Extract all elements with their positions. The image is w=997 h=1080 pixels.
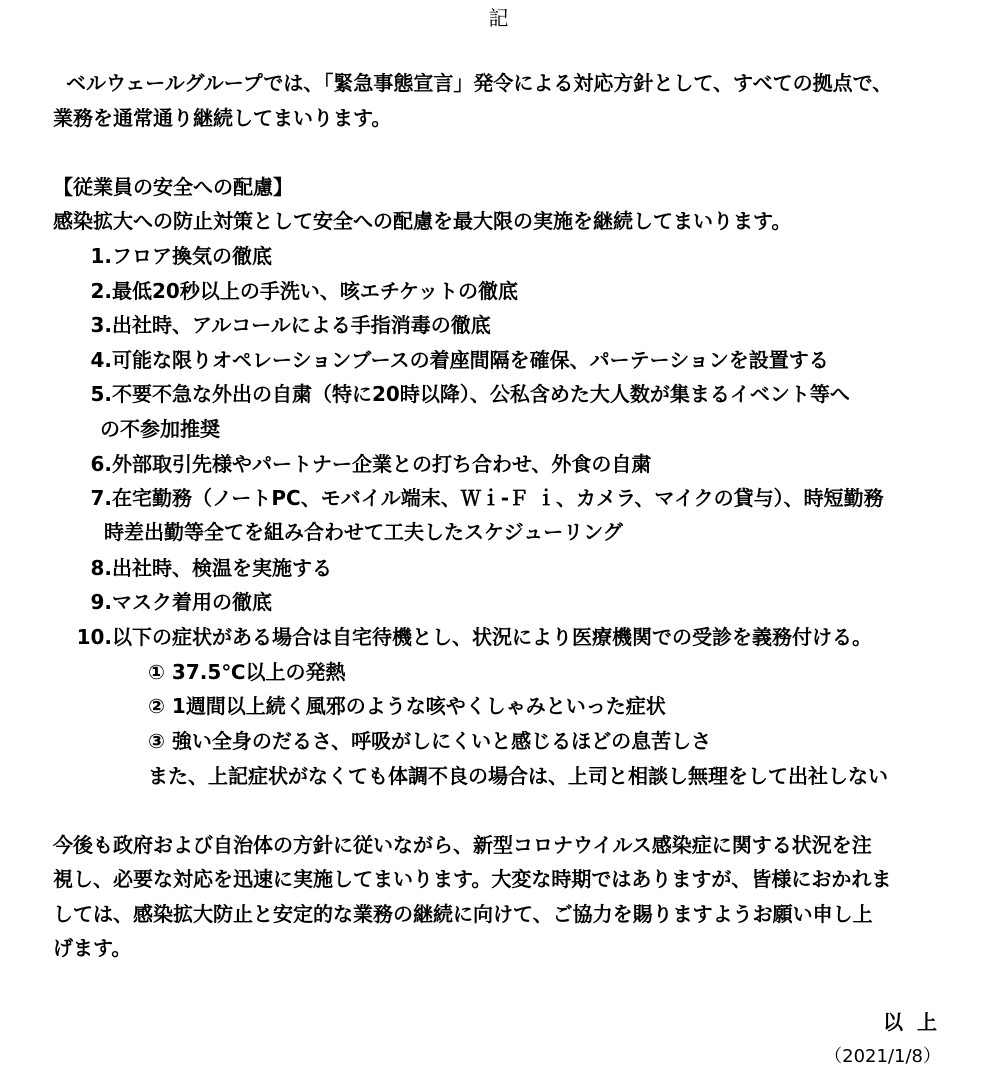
symptom-item-3: ③ 強い全身のだるさ、呼吸がしにくいと感じるほどの息苦しさ [148,729,712,753]
list-item-number: 6. [90,452,112,476]
list-item-9 [72,589,272,615]
list-item-text: 外部取引先様やパートナー企業との打ち合わせ、外食の自粛 [112,452,652,476]
list-item-6 [72,451,651,477]
conclusion-line-1: 今後も政府および自治体の方針に従いながら、新型コロナウイルス感染症に関する状況を注 [53,833,872,857]
list-item-number: 10. [76,625,112,649]
conclusion-line-4: げます。 [53,936,132,960]
closing-ijou: 以上 [883,1010,951,1034]
list-item-2 [72,278,518,304]
intro-line-2: 業務を通常通り継続してまいります。 [53,106,392,130]
list-item-number: 7. [90,486,112,510]
list-item-text: 在宅勤務（ノートPC、モバイル端末、Ｗｉ-Ｆ ｉ、カメラ、マイクの貸与）、時短勤務 [112,486,884,510]
list-item-text: 最低20秒以上の手洗い、咳エチケットの徹底 [112,279,519,303]
list-item-number: 8. [90,556,112,580]
list-item-number: 2. [90,279,112,303]
symptoms-note: また、上記症状がなくても体調不良の場合は、上司と相談し無理をして出社しない [148,764,888,788]
list-item-10 [72,624,872,650]
list-item-number: 1. [90,244,112,268]
list-item-text: 出社時、検温を実施する [112,556,332,580]
list-item-5-continuation: の不参加推奨 [100,417,220,441]
symptom-item-2: ② 1週間以上続く風邪のような咳やくしゃみといった症状 [148,694,666,718]
symptom-item-1: ① 37.5℃以上の発熱 [148,660,346,684]
list-item-1 [72,243,272,269]
list-item-text: 以下の症状がある場合は自宅待機とし、状況により医療機関での受診を義務付ける。 [112,625,872,649]
list-item-8 [72,555,332,581]
list-item-text: マスク着用の徹底 [112,590,272,614]
list-item-number: 4. [90,348,112,372]
section-heading-ki: 記 [488,6,509,30]
intro-line-1: ベルウェールグループでは、「緊急事態宣言」発令による対応方針として、すべての拠点で、 [66,71,893,95]
list-item-text: 可能な限りオペレーションブースの着座間隔を確保、パーテーションを設置する [112,348,829,372]
document-date: （2021/1/8） [824,1046,941,1067]
list-item-number: 3. [90,313,112,337]
list-item-text: 不要不急な外出の自粛（特に20時以降）、公私含めた大人数が集まるイベント等へ [112,382,850,406]
safety-section-title: 【従業員の安全への配慮】 [53,175,293,199]
list-item-number: 5. [90,382,112,406]
list-item-text: フロア換気の徹底 [112,244,272,268]
list-item-4 [72,347,829,373]
list-item-number: 9. [90,590,112,614]
list-item-text: 出社時、アルコールによる手指消毒の徹底 [112,313,491,337]
list-item-7-continuation: 時差出勤等全てを組み合わせて工夫したスケジューリング [104,520,623,544]
safety-lead-text: 感染拡大への防止対策として安全への配慮を最大限の実施を継続してまいります。 [53,209,792,233]
list-item-5 [72,381,850,407]
conclusion-line-2: 視し、必要な対応を迅速に実施してまいります。大変な時期ではありますが、皆様におかれま [53,867,892,891]
conclusion-line-3: しては、感染拡大防止と安定的な業務の継続に向けて、ご協力を賜りますようお願い申し上 [53,902,873,926]
list-item-7 [72,485,884,511]
list-item-3 [72,312,491,338]
